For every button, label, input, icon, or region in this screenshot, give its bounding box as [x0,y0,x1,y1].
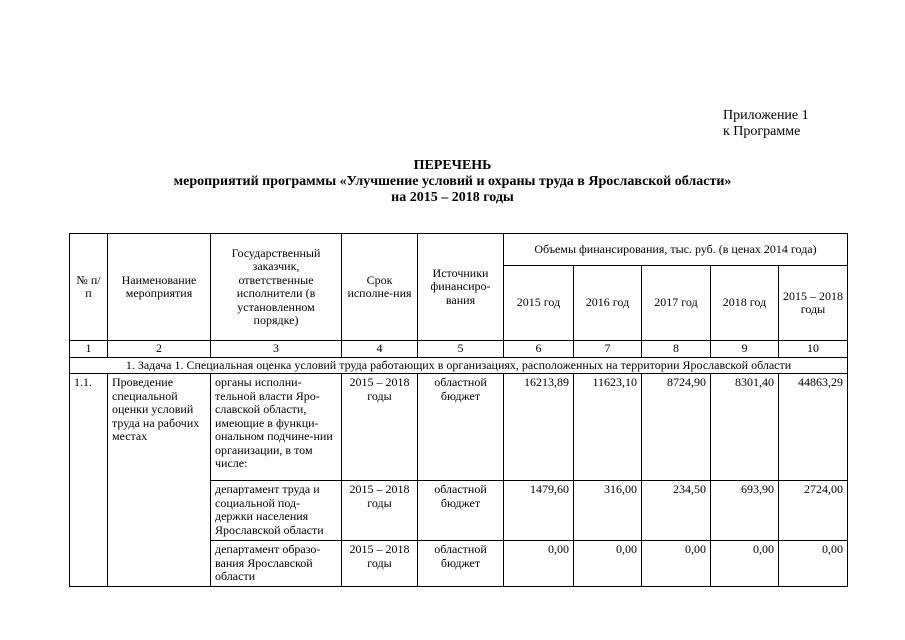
header-customer: Государственный заказчик, ответственные исполнители (в установленном порядке) [211,234,342,341]
header-sources: Источники финансиро-вания [418,234,504,341]
header-row-top [70,234,848,266]
column-number: 10 [779,341,848,358]
column-number: 9 [711,341,779,358]
row-customer: органы исполни-тельной власти Яро-славской области, имеющие в функци-ональном подчине-нии организации, в том числе: [211,374,342,481]
row-value-2017: 0,00 [642,541,711,587]
column-number: 8 [642,341,711,358]
header-year-total: 2015 – 2018 годы [779,266,848,341]
header-year-2018: 2018 год [711,266,779,341]
row-value-2015: 1479,60 [504,481,574,541]
row-term: 2015 – 2018 годы [342,481,418,541]
header-term: Срок исполне-ния [342,234,418,341]
appendix-note [723,108,809,140]
row-customer: департамент образо-вания Ярославской области [211,541,342,587]
row-value-2018: 0,00 [711,541,779,587]
row-source: областной бюджет [418,374,504,481]
column-number: 3 [211,341,342,358]
header-num: № п/п [70,234,108,341]
header-funding: Объемы финансирования, тыс. руб. (в ценах 2014 года) [504,234,848,266]
item-name: Проведение специальной оценки условий труда на рабочих местах [108,374,211,587]
title-line-1: ПЕРЕЧЕНЬ [413,158,492,173]
row-value-2016: 11623,10 [574,374,642,481]
column-number: 2 [108,341,211,358]
row-value-2018: 693,90 [711,481,779,541]
column-number: 4 [342,341,418,358]
row-term: 2015 – 2018 годы [342,374,418,481]
row-customer: департамент труда и социальной под-держки населения Ярославской области [211,481,342,541]
column-numbers-row [70,341,848,358]
row-value-2015: 0,00 [504,541,574,587]
header-year-2015: 2015 год [504,266,574,341]
column-number: 7 [574,341,642,358]
row-value-2016: 316,00 [574,481,642,541]
item-number: 1.1. [70,374,108,587]
header-year-2017: 2017 год [642,266,711,341]
task-title: 1. Задача 1. Специальная оценка условий труда работающих в организациях, расположенных на территории Ярославской области [70,357,848,374]
activities-table [69,233,848,587]
row-value-total: 44863,29 [779,374,848,481]
row-value-2016: 0,00 [574,541,642,587]
column-number: 6 [504,341,574,358]
row-source: областной бюджет [418,541,504,587]
row-term: 2015 – 2018 годы [342,541,418,587]
document-title [0,158,905,206]
row-value-2017: 8724,90 [642,374,711,481]
header-year-2016: 2016 год [574,266,642,341]
column-number: 1 [70,341,108,358]
column-number: 5 [418,341,504,358]
row-source: областной бюджет [418,481,504,541]
row-value-2018: 8301,40 [711,374,779,481]
title-line-3: на 2015 – 2018 годы [391,190,514,205]
appendix-line-1: Приложение 1 [723,108,809,123]
row-value-total: 0,00 [779,541,848,587]
task-row [70,357,848,374]
title-line-2: мероприятий программы «Улучшение условий и охраны труда в Ярославской области» [173,174,732,189]
appendix-line-2: к Программе [723,124,801,139]
table-row [70,374,848,481]
row-value-total: 2724,00 [779,481,848,541]
header-name: Наименование мероприятия [108,234,211,341]
row-value-2015: 16213,89 [504,374,574,481]
row-value-2017: 234,50 [642,481,711,541]
